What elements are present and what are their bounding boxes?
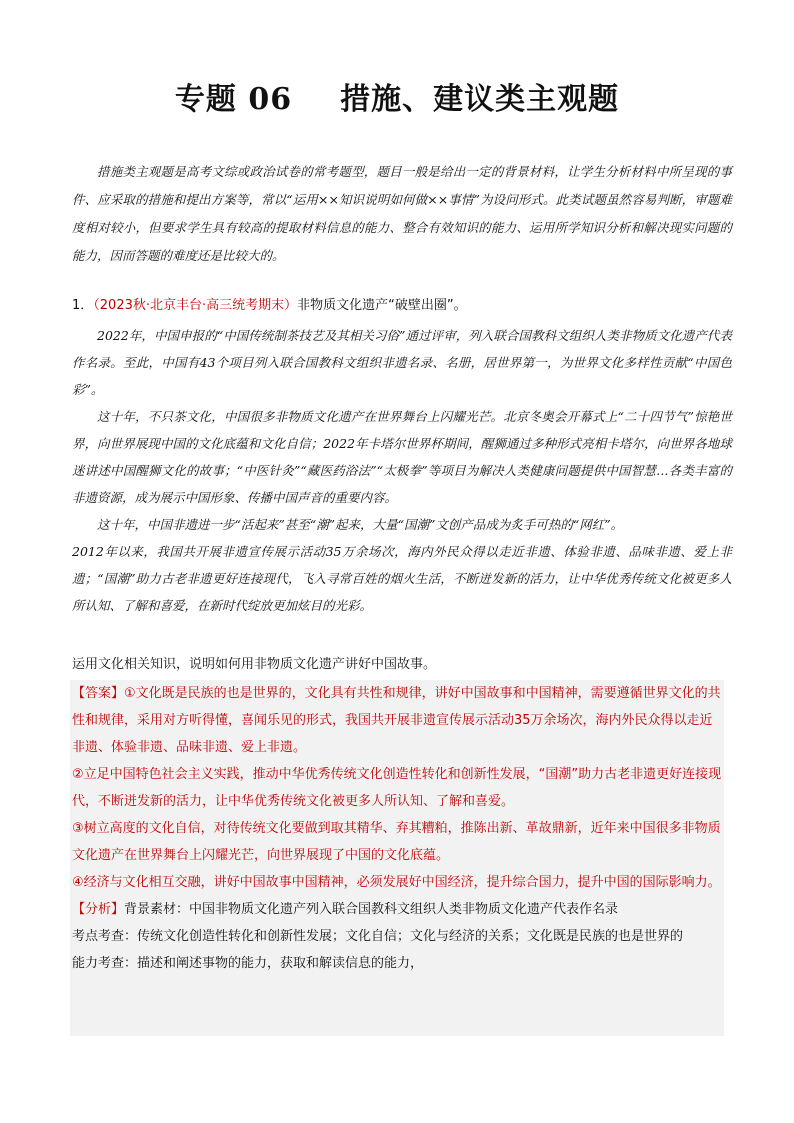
question-material <box>72 322 732 619</box>
title-main: 措施、建议类主观题 <box>340 82 620 117</box>
analysis-background <box>72 896 722 923</box>
answer-point-4: ④经济与文化相互交融，讲好中国故事中国精神，必须发展好中国经济，提升综合国力，提升中国的国际影响力。 <box>72 875 721 890</box>
question-header <box>72 296 732 316</box>
answer-point-1-text: ①文化既是民族的也是世界的，文化具有共性和规律，讲好中国故事和中国精神，需要遵循世界文化的共性和规律，采用对方听得懂，喜闻乐见的形式，我国共开展非遗宣传展示活动35万余场次，海内外民众得以走近非遗、体验非遗、品味非遗、爱上非遗。 <box>72 686 721 755</box>
analysis-background-text: 背景素材：中国非物质文化遗产列入联合国教科文组织人类非物质文化遗产代表作名录 <box>124 902 619 917</box>
analysis-knowledge: 考点考查：传统文化创造性转化和创新性发展；文化自信；文化与经济的关系；文化既是民族的也是世界的 <box>72 929 684 944</box>
answer-point-2: ②立足中国特色社会主义实践，推动中华优秀传统文化创造性转化和创新性发展，“国潮”助力古老非遗更好连接现代，不断迸发新的活力，让中华优秀传统文化被更多人所认知、了解和喜爱。 <box>72 767 722 809</box>
analysis-tag: 【分析】 <box>72 902 125 917</box>
intro-paragraph: 措施类主观题是高考文综或政治试卷的常考题型，题目一般是给出一定的背景材料，让学生分析材料中所呈现的事件、应采取的措施和提出方案等，常以“运用××知识说明如何做××事情”为设问形式。此类试题虽然容易判断，审题难度相对较小，但要求学生具有较高的提取材料信息的能力、整合有效知识的能力、运用所学知识分析和解决现实问题的能力，因而答题的难度还是比较大的。 <box>72 164 732 263</box>
title-prefix: 专题 06 <box>174 82 293 117</box>
question-prompt: 运用文化相关知识，说明如何用非物质文化遗产讲好中国故事。 <box>72 657 437 672</box>
answer-tag: 【答案】 <box>72 686 125 701</box>
answer-section <box>70 680 724 1036</box>
question-source: （2023秋·北京丰台·高三统考期末） <box>93 298 298 313</box>
analysis-ability: 能力考查：描述和阐述事物的能力，获取和解读信息的能力， <box>72 956 424 971</box>
material-paragraph: 2022年，中国申报的“中国传统制茶技艺及其相关习俗”通过评审，列入联合国教科文组织人类非物质文化遗产代表作名录。至此，中国有43个项目列入联合国教科文组织非遗名录、名册，居世界第一，为世界文化多样性贡献“中国色彩”。 <box>72 328 732 397</box>
answer-point-3: ③树立高度的文化自信，对待传统文化要做到取其精华、弃其糟粕，推陈出新、革故鼎新，近年来中国很多非物质文化遗产在世界舞台上闪耀光芒，向世界展现了中国的文化底蕴。 <box>72 821 721 863</box>
answer-point-1 <box>72 680 722 761</box>
page-title <box>0 74 794 118</box>
material-paragraph: 这十年，不只茶文化，中国很多非物质文化遗产在世界舞台上闪耀光芒。北京冬奥会开幕式上“二十四节气”惊艳世界，向世界展现中国的文化底蕴和文化自信；2022年卡塔尔世界杯期间，醒狮通过多种形式亮相卡塔尔，向世界各地球迷讲述中国醒狮文化的故事；“中医针灸”“藏医药浴法”“太极拳”等项目为解决人类健康问题提供中国智慧…各类丰富的非遗资源，成为展示中国形象、传播中国声音的重要内容。 <box>72 409 732 505</box>
question-number: 1． <box>72 298 94 313</box>
material-paragraph: 2012年以来，我国共开展非遗宣传展示活动35万余场次，海内外民众得以走近非遗、体验非遗、品味非遗、爱上非遗；“国潮”助力古老非遗更好连接现代，飞入寻常百姓的烟火生活，不断迸发新的活力，让中华优秀传统文化被更多人所认知、了解和喜爱，在新时代绽放更加炫目的光彩。 <box>72 544 732 613</box>
question-topic: 非物质文化遗产“破壁出圈”。 <box>297 298 467 313</box>
material-paragraph: 这十年，中国非遗进一步“活起来”甚至“潮”起来，大量“国潮”文创产品成为炙手可热的“网红”。 <box>97 517 624 532</box>
